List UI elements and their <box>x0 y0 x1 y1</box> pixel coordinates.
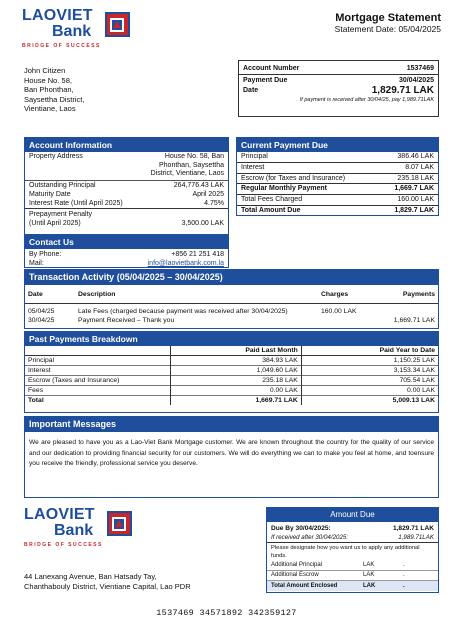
mail-link[interactable]: info@laovietbank.com.la <box>147 260 224 267</box>
footer-account-code: 1537469 34571892 342359127 <box>156 608 297 618</box>
payment-due-label: Payment Due <box>243 77 288 84</box>
footer-logo-line2: Bank <box>54 522 94 539</box>
tx-date: 05/04/25 <box>28 308 55 315</box>
bank-address-line1: 44 Lanexang Avenue, Ban Hatsady Tay, <box>24 572 157 581</box>
past-payments-box <box>24 331 439 413</box>
additional-principal-currency: LAK <box>363 562 375 568</box>
late-value: 1,989.71LAK <box>398 534 434 541</box>
cp-regular-label: Regular Monthly Payment <box>241 185 327 193</box>
logo-line1: LAOVIET <box>22 7 93 24</box>
pp-ytd: 0.00 LAK <box>407 387 435 394</box>
phone-number[interactable]: +856 21 251 418 <box>171 251 224 258</box>
messages-title: Important Messages <box>25 417 438 432</box>
due-by-label: Due By 30/04/2025: <box>271 525 331 532</box>
tx-header-payments: Payments <box>402 291 435 298</box>
late-label: If received after 30/04/2025: <box>271 534 349 541</box>
cp-fees-label: Total Fees Charged <box>241 196 303 204</box>
cp-total-value: 1,829.7 LAK <box>394 206 434 214</box>
statement-date: Statement Date: 05/04/2025 <box>334 24 441 34</box>
maturity-date-label: Maturity Date <box>29 190 71 198</box>
table-row <box>25 376 438 386</box>
pp-label: Fees <box>25 386 170 396</box>
property-line: House No. 58, Ban <box>164 153 224 160</box>
total-enclosed-input[interactable]: . <box>403 583 405 589</box>
interest-rate-value: 4.75% <box>204 199 224 207</box>
past-payments-title: Past Payments Breakdown <box>25 332 438 346</box>
messages-box <box>24 416 439 498</box>
summary-box <box>238 60 439 117</box>
total-enclosed-label: Total Amount Enclosed <box>271 583 338 589</box>
pp-label: Principal <box>25 356 170 366</box>
mail-label: Mail: <box>29 260 44 267</box>
tx-description: Late Fees (charged because payment was received after 30/04/2025) <box>78 308 288 315</box>
cp-escrow-value: 235.18 LAK <box>397 174 434 182</box>
due-by-value: 1,829.71 LAK <box>392 525 434 532</box>
table-row <box>25 304 438 317</box>
cp-total-label: Total Amount Due <box>241 206 301 214</box>
tx-charges <box>318 316 376 325</box>
pp-last: 0.00 LAK <box>170 386 301 396</box>
statement-title: Mortgage Statement <box>335 12 441 24</box>
cp-principal-label: Principal <box>241 153 268 160</box>
pp-ytd: 705.54 LAK <box>399 377 435 384</box>
total-enclosed-currency: LAK <box>363 583 376 589</box>
tx-header-charges: Charges <box>321 291 349 298</box>
account-info-title: Account Information <box>25 138 228 152</box>
table-row <box>25 356 438 366</box>
customer-line: Vientiane, Laos <box>24 104 76 114</box>
messages-body: We are pleased to have you as a Lao-Viet Bank Mortgage customer. We are known throughout the country for the quality of our service and our dedication to providing financial security for our customers. We will do everything we can to make you feel at home, and toensure you receive the friendly, professional service you deserve. <box>29 439 434 467</box>
amount-due-box <box>266 507 439 593</box>
footer-logo-line1: LAOVIET <box>24 506 95 523</box>
account-info-box <box>24 137 229 237</box>
bank-address <box>24 572 191 592</box>
tx-header-date: Date <box>28 291 43 298</box>
cp-interest-label: Interest <box>241 163 265 171</box>
table-row <box>25 316 438 325</box>
additional-escrow-input[interactable]: . <box>403 572 405 578</box>
tx-payments <box>376 304 438 317</box>
contact-title: Contact Us <box>25 235 228 249</box>
amount-due-title: Amount Due <box>267 508 438 522</box>
table-row <box>25 396 438 406</box>
pp-label: Interest <box>25 366 170 376</box>
outstanding-principal-value: 264,776.43 LAK <box>173 181 224 189</box>
pp-header-last: Paid Last Month <box>170 346 301 356</box>
customer-address <box>24 66 84 114</box>
account-number-label: Account Number <box>243 65 300 72</box>
cp-fees-value: 160.00 LAK <box>397 196 434 204</box>
pp-last: 235.18 LAK <box>170 376 301 386</box>
prepayment-penalty-label: Prepayment Penalty <box>29 210 93 218</box>
bank-logo <box>22 8 130 49</box>
current-payment-title: Current Payment Due <box>237 138 438 152</box>
customer-line: Ban Phonthan, <box>24 85 74 95</box>
tx-date: 30/04/25 <box>28 317 55 324</box>
cp-regular-value: 1,669.7 LAK <box>394 185 434 193</box>
customer-line: House No. 58, <box>24 75 72 85</box>
additional-principal-label: Additional Principal <box>271 562 323 568</box>
footer-logo-tagline: BRIDGE OF SUCCESS <box>24 542 103 548</box>
pp-label: Total <box>25 396 170 406</box>
cp-interest-value: 8.07 LAK <box>405 163 434 171</box>
pp-label: Escrow (Taxes and Insurance) <box>25 376 170 386</box>
pp-ytd: 5,009.13 LAK <box>392 397 435 404</box>
pp-last: 1,049.60 LAK <box>170 366 301 376</box>
transactions-title: Transaction Activity (05/04/2025 – 30/04/2025) <box>25 270 438 285</box>
logo-tagline: BRIDGE OF SUCCESS <box>22 43 101 49</box>
tx-charges: 160.00 LAK <box>321 308 357 315</box>
footer-bank-emblem-icon <box>107 511 132 536</box>
footer-bank-logo <box>24 507 132 548</box>
property-label: Property Address <box>29 153 83 160</box>
pp-ytd: 3,153.34 LAK <box>393 367 435 374</box>
transactions-table <box>25 290 438 325</box>
pp-last: 384.93 LAK <box>170 356 301 366</box>
statement-header <box>335 12 441 34</box>
cp-escrow-label: Escrow (for Taxes and Insurance) <box>241 174 346 182</box>
past-payments-table <box>25 346 438 405</box>
late-payment-note: If payment is received after 30/04/25, pay 1,989.71LAK <box>299 97 434 103</box>
transactions-box <box>24 269 439 329</box>
additional-escrow-label: Additional Escrow <box>271 572 319 578</box>
payment-due: 30/04/2025 <box>398 77 434 84</box>
table-row <box>25 366 438 376</box>
tx-description: Payment Received – Thank you <box>78 317 175 324</box>
tx-header-description: Description <box>78 291 116 298</box>
prepayment-penalty-until: (Until April 2025) <box>29 220 81 227</box>
outstanding-principal-label: Outstanding Principal <box>29 181 96 189</box>
customer-line: John Citizen <box>24 66 66 75</box>
additional-principal-input[interactable]: . <box>403 562 405 568</box>
pp-header-ytd: Paid Year to Date <box>379 347 435 354</box>
funds-instruction: Please designate how you want us to apply any additional funds. <box>271 545 420 559</box>
additional-escrow-currency: LAK <box>363 572 375 578</box>
property-line: Phonthan, Saysettha <box>159 161 224 169</box>
contact-box <box>24 234 229 268</box>
tx-payments: 1,669.71 LAK <box>393 317 435 324</box>
property-line: District, Vientiane, Laos <box>150 170 224 177</box>
current-payment-box <box>236 137 439 216</box>
summary-amount: 1,829.71 LAK <box>371 85 434 96</box>
account-number: 1537469 <box>406 65 434 72</box>
customer-line: Saysettha District, <box>24 94 85 104</box>
cp-principal-value: 386.46 LAK <box>397 153 434 160</box>
pp-ytd: 1,150.25 LAK <box>393 357 435 364</box>
bank-address-line2: Chanthabouly District, Vientiane Capital, Lao PDR <box>24 582 191 591</box>
phone-label: By Phone: <box>29 251 62 258</box>
logo-line2: Bank <box>52 23 92 40</box>
interest-rate-label: Interest Rate (Until April 2025) <box>29 199 123 207</box>
maturity-date-value: April 2025 <box>192 190 224 198</box>
pp-last: 1,669.71 LAK <box>170 396 301 406</box>
table-row <box>25 386 438 396</box>
prepayment-penalty-value: 3,500.00 LAK <box>181 220 224 227</box>
date-label: Date <box>243 87 259 94</box>
bank-emblem-icon <box>105 12 130 37</box>
